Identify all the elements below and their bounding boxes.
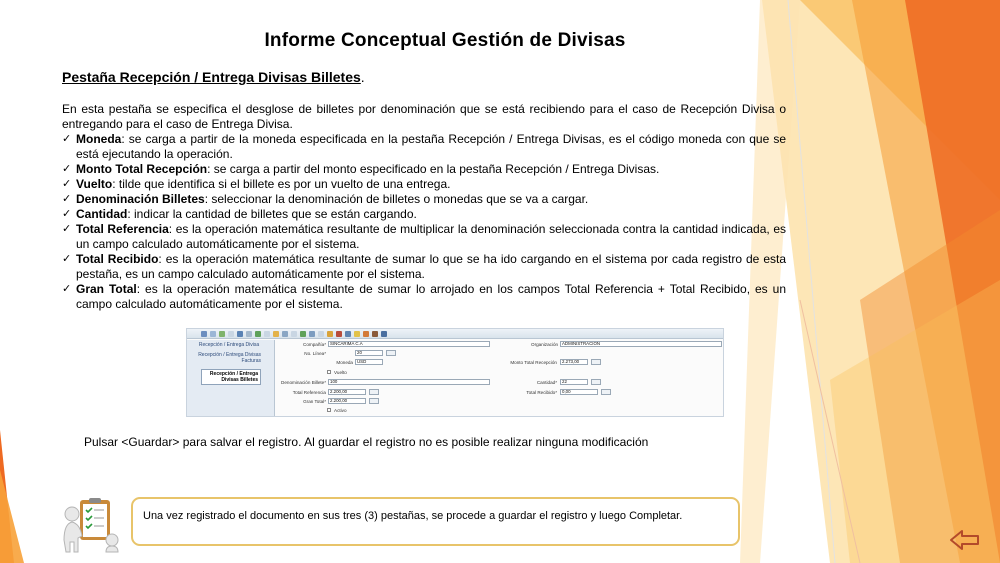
field-description-list bbox=[62, 132, 786, 312]
check-icon: ✓ bbox=[62, 193, 72, 205]
section-heading-dot: . bbox=[360, 69, 365, 85]
total-referencia-label: Total Referencia bbox=[292, 390, 326, 395]
list-item: ✓ Vuelto: tilde que identifica si el billete es por un vuelto de una entrega. bbox=[62, 177, 451, 191]
list-item: ✓ Gran Total: es la operación matemática resultante de sumar lo arrojado en los campos Total Referencia + Total Recibido, es un campo calculado automáticamente por el sistema. bbox=[62, 282, 786, 311]
callout-box bbox=[131, 497, 740, 546]
activo-checkbox[interactable] bbox=[327, 408, 331, 412]
toolbar-icon bbox=[237, 331, 243, 337]
toolbar-icon bbox=[201, 331, 207, 337]
check-icon: ✓ bbox=[62, 133, 72, 145]
calculator-button[interactable] bbox=[601, 389, 611, 395]
toolbar-icon bbox=[255, 331, 261, 337]
nro-linea-label: No. Línea* bbox=[304, 351, 326, 356]
total-recibido-label: Total Recibido* bbox=[526, 390, 557, 395]
tab-recepcion-facturas[interactable]: Recepción / Entrega Divisas Facturas bbox=[198, 352, 261, 364]
toolbar-icon bbox=[327, 331, 333, 337]
toolbar-icon bbox=[363, 331, 369, 337]
back-arrow-icon[interactable] bbox=[949, 528, 981, 552]
section-heading-text: Pestaña Recepción / Entrega Divisas Billetes bbox=[62, 69, 361, 85]
check-icon: ✓ bbox=[62, 223, 72, 235]
toolbar-icon bbox=[273, 331, 279, 337]
list-item: ✓ Monto Total Recepción: se carga a partir del monto especificado en la pestaña Recepción / Entrega Divisas. bbox=[62, 162, 660, 176]
check-icon: ✓ bbox=[62, 163, 72, 175]
vuelto-label: Vuelto bbox=[334, 370, 347, 375]
toolbar-icon bbox=[345, 331, 351, 337]
form-toolbar bbox=[187, 329, 723, 339]
calculator-button[interactable] bbox=[386, 350, 396, 356]
toolbar-icon bbox=[300, 331, 306, 337]
toolbar-icon bbox=[219, 331, 225, 337]
compania-label: Compañía* bbox=[303, 342, 326, 347]
total-recibido-field[interactable]: 0,00 bbox=[560, 389, 598, 395]
denominacion-select[interactable]: 100 bbox=[328, 379, 490, 385]
organizacion-label: Organización bbox=[531, 342, 559, 347]
form-screenshot bbox=[186, 328, 724, 417]
toolbar-icon bbox=[354, 331, 360, 337]
slide-title: Informe Conceptual Gestión de Divisas bbox=[264, 30, 626, 51]
toolbar-icon bbox=[318, 331, 324, 337]
list-item: ✓ Total Referencia: es la operación matemática resultante de multiplicar la denominación seleccionada contra la cantidad indicada, es un campo calculado automáticamente por el sistema. bbox=[62, 222, 786, 251]
list-item: ✓ Denominación Billetes: seleccionar la denominación de billetes o monedas que se va a cargar. bbox=[62, 192, 589, 206]
list-item: ✓ Cantidad: indicar la cantidad de billetes que se están cargando. bbox=[62, 207, 417, 221]
total-referencia-field[interactable]: 2.200,00 bbox=[328, 389, 366, 395]
intro-paragraph: En esta pestaña se especifica el desglose de billetes por denominación que se está recibiendo para el caso de Recepción Divisa o entregando para el caso de Entrega Divisa. bbox=[62, 102, 786, 131]
clipboard-person-icon bbox=[60, 496, 122, 554]
gran-total-label: Gran Total* bbox=[303, 399, 326, 404]
cantidad-field[interactable]: 22 bbox=[560, 379, 588, 385]
monto-total-field[interactable]: 2.273,00 bbox=[560, 359, 588, 365]
callout-text: Una vez registrado el documento en sus tres (3) pestañas, se procede a guardar el registro y luego Completar. bbox=[143, 510, 683, 522]
section-heading bbox=[62, 69, 365, 85]
check-icon: ✓ bbox=[62, 208, 72, 220]
form-tab-sidebar bbox=[187, 340, 275, 417]
calculator-button[interactable] bbox=[369, 398, 379, 404]
nro-linea-field[interactable]: 20 bbox=[355, 350, 383, 356]
toolbar-icon bbox=[372, 331, 378, 337]
organizacion-field[interactable]: ADMINISTRACION bbox=[560, 341, 722, 347]
check-icon: ✓ bbox=[62, 253, 72, 265]
tab-recepcion-billetes[interactable]: Recepción / Entrega Divisas Billetes bbox=[201, 369, 261, 385]
moneda-field[interactable]: USD bbox=[355, 359, 383, 365]
list-item: ✓ Moneda: se carga a partir de la moneda especificada en la pestaña Recepción / Entrega Divisas, es el código moneda con que se está ejecutando la operación. bbox=[62, 132, 786, 161]
guardar-note: Pulsar <Guardar> para salvar el registro. Al guardar el registro no es posible realizar ninguna modificación bbox=[84, 435, 649, 449]
monto-total-label: Monto Total Recepción bbox=[510, 360, 557, 365]
check-icon: ✓ bbox=[62, 283, 72, 295]
moneda-label: Moneda bbox=[336, 360, 353, 365]
list-item: ✓ Total Recibido: es la operación matemática resultante de sumar lo que se ha ido cargando en el sistema por cada registro de esta pestaña, es un campo calculado automáticamente por el sistema. bbox=[62, 252, 787, 281]
toolbar-icon bbox=[282, 331, 288, 337]
toolbar-icon bbox=[246, 331, 252, 337]
toolbar-icon bbox=[309, 331, 315, 337]
toolbar-icon bbox=[228, 331, 234, 337]
gran-total-field[interactable]: 2.200,00 bbox=[328, 398, 366, 404]
calculator-button[interactable] bbox=[591, 379, 601, 385]
toolbar-icon bbox=[336, 331, 342, 337]
activo-label: Activo bbox=[334, 408, 347, 413]
compania-field[interactable]: SINCARIMA C.A bbox=[328, 341, 490, 347]
calculator-button[interactable] bbox=[591, 359, 601, 365]
cantidad-label: Cantidad* bbox=[536, 380, 557, 385]
vuelto-checkbox[interactable] bbox=[327, 370, 331, 374]
toolbar-icon bbox=[291, 331, 297, 337]
toolbar-icon bbox=[381, 331, 387, 337]
tab-recepcion-divisa[interactable]: Recepción / Entrega Divisa bbox=[198, 342, 260, 348]
check-icon: ✓ bbox=[62, 178, 72, 190]
body-text bbox=[62, 102, 786, 312]
calculator-button[interactable] bbox=[369, 389, 379, 395]
denominacion-label: Denominación Billete* bbox=[281, 380, 326, 385]
toolbar-icon bbox=[264, 331, 270, 337]
toolbar-icon bbox=[210, 331, 216, 337]
